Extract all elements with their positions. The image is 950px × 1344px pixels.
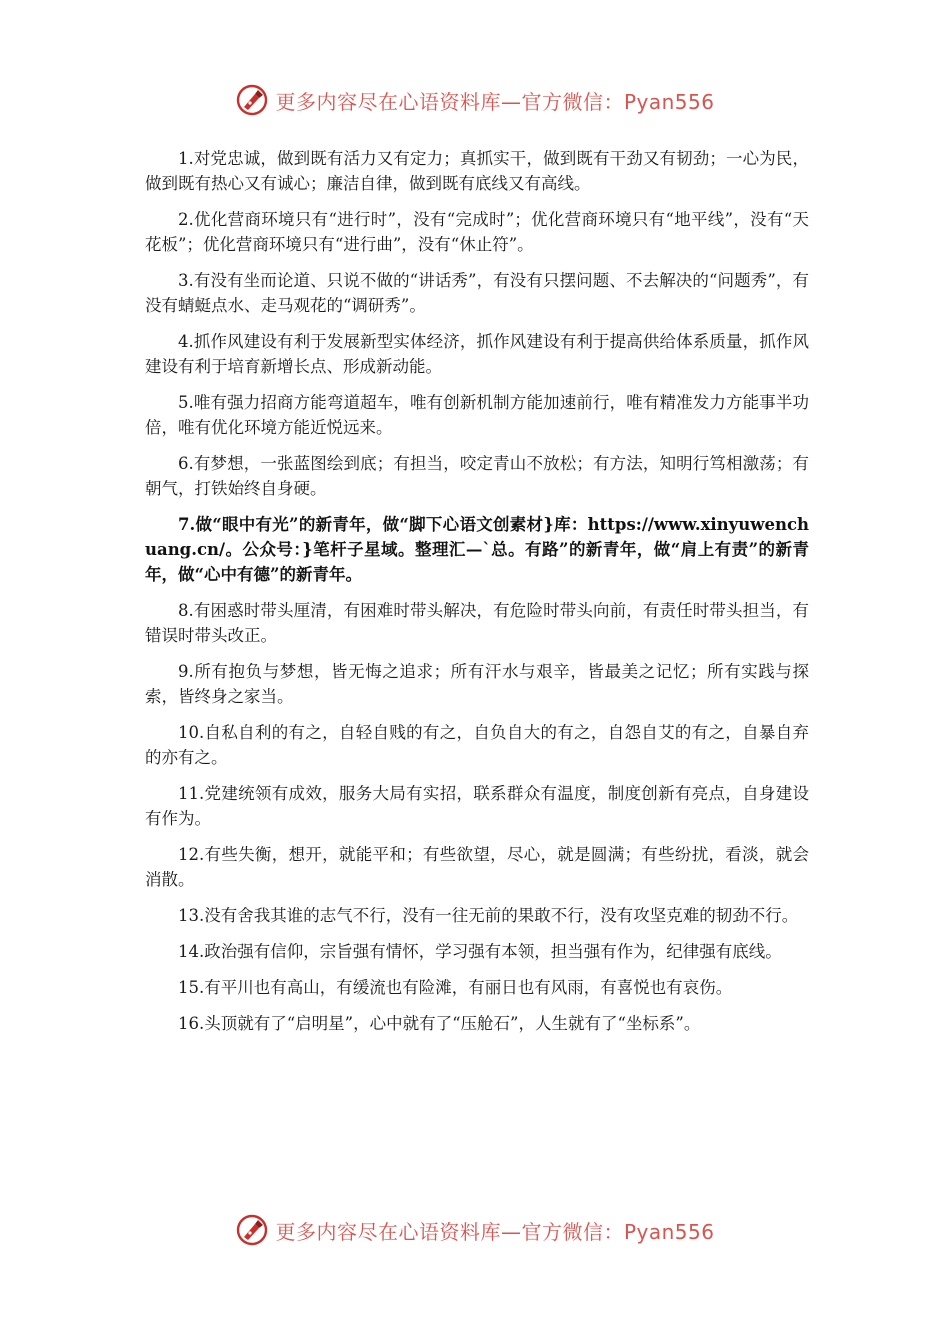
paragraph-11: 11.党建统领有成效，服务大局有实招，联系群众有温度，制度创新有亮点，自身建设有作为。 bbox=[145, 784, 809, 828]
paragraph-1: 1.对党忠诚，做到既有活力又有定力；真抓实干，做到既有干劲又有韧劲；一心为民，做到既有热心又有诚心；廉洁自律，做到既有底线又有高线。 bbox=[145, 149, 809, 193]
header-banner-text: 更多内容尽在心语资料库—官方微信：Pyan556 bbox=[275, 89, 715, 114]
footer-banner bbox=[0, 1208, 950, 1252]
paragraph-6: 6.有梦想，一张蓝图绘到底；有担当，咬定青山不放松；有方法，知明行笃相激荡；有朝气，打铁始终自身硬。 bbox=[145, 454, 809, 498]
footer-banner-text: 更多内容尽在心语资料库—官方微信：Pyan556 bbox=[275, 1219, 715, 1244]
paragraph-5: 5.唯有强力招商方能弯道超车，唯有创新机制方能加速前行，唯有精准发力方能事半功倍，唯有优化环境方能近悦远来。 bbox=[145, 393, 809, 437]
pen-nib-logo-icon bbox=[235, 1213, 269, 1247]
paragraph-13: 13.没有舍我其谁的志气不行，没有一往无前的果敢不行，没有攻坚克难的韧劲不行。 bbox=[178, 906, 799, 925]
paragraph-7: 7.做“眼中有光”的新青年，做“脚下心语文创素材}库：https://www.xinyuwenchuang.cn/。公众号：}笔杆子星域。整理汇—`总。有路”的新青年，做“肩上有责”的新青年，做“心中有德”的新青年。 bbox=[145, 515, 809, 584]
header-banner bbox=[0, 78, 950, 122]
paragraph-16: 16.头顶就有了“启明星”，心中就有了“压舱石”，人生就有了“坐标系”。 bbox=[178, 1014, 701, 1033]
paragraph-8: 8.有困惑时带头厘清，有困难时带头解决，有危险时带头向前，有责任时带头担当，有错误时带头改正。 bbox=[145, 601, 809, 645]
paragraph-4: 4.抓作风建设有利于发展新型实体经济，抓作风建设有利于提高供给体系质量，抓作风建设有利于培育新增长点、形成新动能。 bbox=[145, 332, 809, 376]
document-body bbox=[145, 146, 809, 1047]
paragraph-12: 12.有些失衡，想开，就能平和；有些欲望，尽心，就是圆满；有些纷扰，看淡，就会消散。 bbox=[145, 845, 809, 889]
paragraph-9: 9.所有抱负与梦想，皆无悔之追求；所有汗水与艰辛，皆最美之记忆；所有实践与探索，皆终身之家当。 bbox=[145, 662, 809, 706]
paragraph-2: 2.优化营商环境只有“进行时”，没有“完成时”；优化营商环境只有“地平线”，没有“天花板”；优化营商环境只有“进行曲”，没有“休止符”。 bbox=[145, 210, 809, 254]
paragraph-10: 10.自私自利的有之，自轻自贱的有之，自负自大的有之，自怨自艾的有之，自暴自弃的亦有之。 bbox=[145, 723, 809, 767]
paragraph-14: 14.政治强有信仰，宗旨强有情怀，学习强有本领，担当强有作为，纪律强有底线。 bbox=[178, 942, 782, 961]
paragraph-3: 3.有没有坐而论道、只说不做的“讲话秀”，有没有只摆问题、不去解决的“问题秀”，有没有蜻蜓点水、走马观花的“调研秀”。 bbox=[145, 271, 809, 315]
paragraph-15: 15.有平川也有高山，有缓流也有险滩，有丽日也有风雨，有喜悦也有哀伤。 bbox=[178, 978, 733, 997]
pen-nib-logo-icon bbox=[235, 83, 269, 117]
